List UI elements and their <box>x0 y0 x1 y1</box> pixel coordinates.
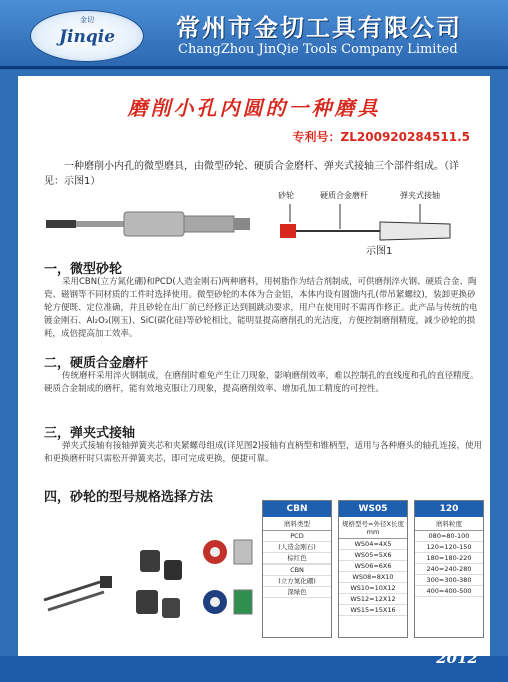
tool-rod <box>76 221 124 227</box>
tool-photo <box>44 194 254 254</box>
diagram-collet <box>380 222 450 240</box>
photo-wheel-small <box>100 576 112 588</box>
company-name-cn: 常州市金切工具有限公司 <box>176 14 462 42</box>
spec-col-size <box>338 500 408 638</box>
patent-number: 专利号：ZL200920284511.5 <box>292 130 470 144</box>
photo-wheel-2 <box>164 560 182 580</box>
product-photos <box>40 530 254 640</box>
spec-cell: WS15=15X16 <box>339 605 407 616</box>
section-heading-1: 一，微型砂轮 <box>44 262 123 277</box>
spec-cell: WS12=12X12 <box>339 594 407 605</box>
spec-col-size-sub: 规格型号=外径X长度mm <box>339 517 407 539</box>
tool-shank <box>184 216 234 232</box>
year-label: 2012 <box>436 649 478 667</box>
company-logo <box>30 10 144 62</box>
photo-wheel-1 <box>140 550 160 572</box>
spec-cell: 300=300-380 <box>415 575 483 586</box>
header-banner <box>0 0 508 70</box>
company-name-en: ChangZhou JinQie Tools Company Limited <box>178 42 458 57</box>
diagram-label-collet: 弹夹式接轴 <box>400 191 440 200</box>
spec-cell: WS04=4X5 <box>339 539 407 550</box>
spec-cell: 080=80-100 <box>415 531 483 542</box>
section-body-3: 弹夹式接轴有接轴弹簧夹芯和夹紧螺母组成(详见图2)接轴有直柄型和锥柄型，适用与各种磨头的轴孔连接，使用和更换磨杆时只需松开弹簧夹芯，即可完成更换，便捷可靠。 <box>44 441 483 464</box>
section-heading-2: 二，硬质合金磨杆 <box>44 356 149 371</box>
spec-col-grit <box>414 500 484 638</box>
spec-cell: WS05=5X6 <box>339 550 407 561</box>
section-heading-3: 三，弹夹式接轴 <box>44 426 136 441</box>
spec-cell: WS06=6X6 <box>339 561 407 572</box>
intro-body: 一种磨削小内孔的微型磨具，由微型砂轮、硬质合金磨杆、弹夹式接轴三个部件组成。（详见：示图1） <box>44 161 459 187</box>
spec-cell: WS10=10X12 <box>339 583 407 594</box>
spec-cell: (人造金刚石) <box>263 542 331 553</box>
spec-cell: WS08=8X10 <box>339 572 407 583</box>
figure-caption: 示图1 <box>366 246 393 257</box>
spec-cell: 120=120-150 <box>415 542 483 553</box>
header-divider <box>0 66 508 69</box>
tool-thread <box>234 218 250 230</box>
photo-wheel-3 <box>136 590 158 614</box>
diagram-label-rod: 硬质合金磨杆 <box>320 191 368 200</box>
photo-cbn-side <box>234 590 252 614</box>
spec-cell: 深绿色 <box>263 587 331 598</box>
section-heading-4: 四，砂轮的型号规格选择方法 <box>44 490 214 505</box>
spec-cell: (立方氮化硼) <box>263 576 331 587</box>
photo-cbn-blue-hole <box>210 597 220 607</box>
spec-col-type <box>262 500 332 638</box>
tool-wheel <box>46 220 76 228</box>
diagram-label-wheel: 砂轮 <box>278 191 294 200</box>
content-panel <box>18 76 490 666</box>
spec-cell: 240=240-280 <box>415 564 483 575</box>
spec-table <box>262 500 486 640</box>
photo-pcd-side <box>234 540 252 564</box>
logo-text: Jinqie <box>58 27 116 47</box>
photo-wheel-4 <box>162 598 180 618</box>
logo-small-text: 金切 <box>80 16 94 24</box>
section-body-2: 传统磨杆采用淬火钢制成，在磨削时难免产生让刀现象，影响磨削效率，难以控制孔的直线度和孔的直径精度。硬质合金制成的磨杆，能有效地克服让刀现象，提高磨削效率、增加孔加工精度的可控性。 <box>44 371 479 394</box>
diagram-wheel <box>280 224 296 238</box>
spec-cell: CBN <box>263 565 331 576</box>
spec-col-grit-head: 120 <box>415 501 483 517</box>
section-body-1: 采用CBN(立方氮化硼)和PCD(人造金刚石)两种磨料，用树脂作为结合剂制成，可供磨削淬火钢、硬质合金、陶瓷、磁钢等不同材质的工件时选择使用。微型砂轮的本体为合金铝，本体内设有圆馈内孔(带吊紧螺纹)，装卸更换砂轮方便既、定位准确，并且砂轮在出厂前已经修正达到圆跳动要求，用户在使用时不需再作修正。此产品与传统的电镀金刚石、Al₂O₃(刚玉)、SiC(碳化硅)等砂轮相比，能明显提高磨削孔的光洁度，方便控制磨削精度，减少砂轮的损耗，成倍提高加工效率。 <box>44 277 478 339</box>
spec-cell: 棕红色 <box>263 553 331 564</box>
spec-cell: PCD <box>263 531 331 542</box>
tool-diagram <box>250 184 480 264</box>
spec-cell: 400=400-500 <box>415 586 483 597</box>
spec-col-type-head: CBN <box>263 501 331 517</box>
page-title: 磨削小孔内圆的一种磨具 <box>127 96 381 120</box>
photo-pcd-red-hole <box>210 547 220 557</box>
spec-col-type-sub: 磨料类型 <box>263 517 331 531</box>
spec-col-grit-sub: 磨料粒度 <box>415 517 483 531</box>
tool-collet <box>124 212 184 236</box>
spec-cell: 180=180-220 <box>415 553 483 564</box>
footer-bar <box>0 656 508 682</box>
spec-col-size-head: WS05 <box>339 501 407 517</box>
